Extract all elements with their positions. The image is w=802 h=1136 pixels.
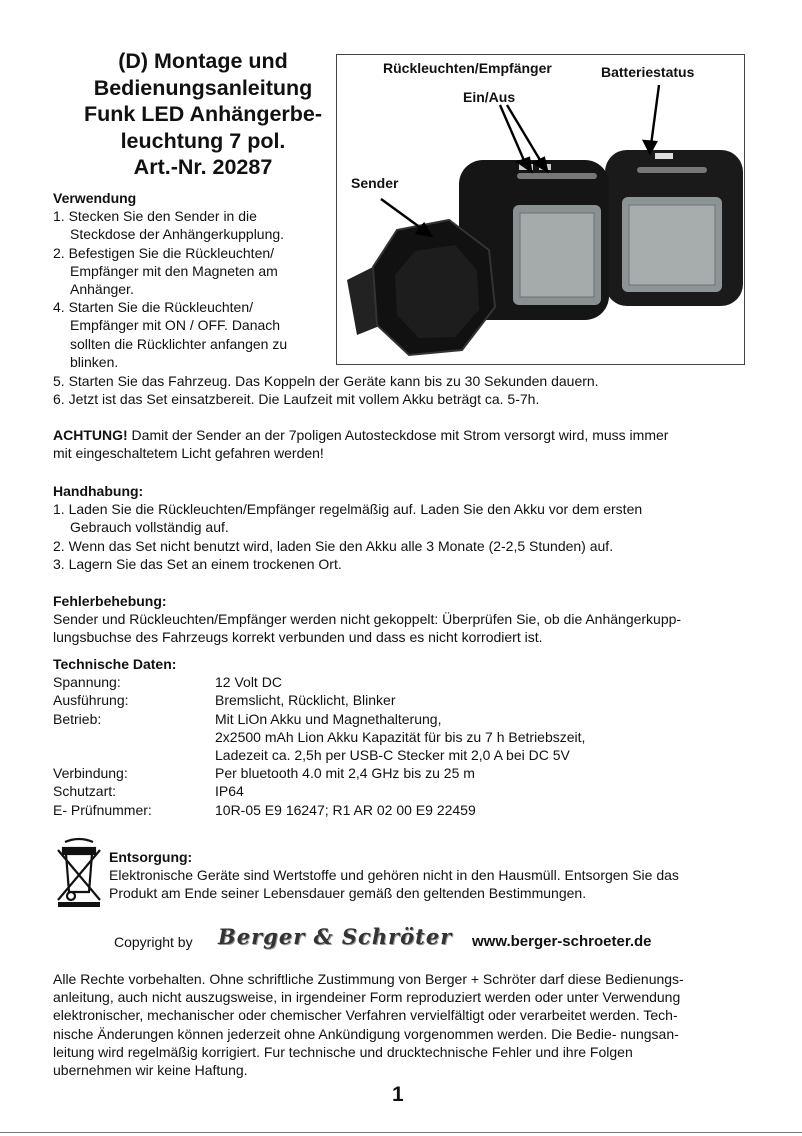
achtung-text: Damit der Sender an der 7poligen Autosteckdose mit Strom versorgt wird, muss immer — [127, 427, 669, 443]
entsorgung-heading: Entsorgung: — [109, 849, 193, 865]
fehler-text: lungsbuchse des Fahrzeugs korrekt verbunden und dass es nicht korrodiert ist. — [53, 629, 543, 646]
achtung-label: ACHTUNG! — [53, 427, 128, 443]
product-figure — [336, 54, 745, 365]
rechte-line: leitung wird regelmäßig korrigiert. Fur technische und drucktechnische Fehler und ihre Folgen — [53, 1043, 633, 1060]
table-row: Ausführung: Bremslicht, Rücklicht, Blinker — [53, 692, 396, 709]
brand-logo: Berger & Schröter — [218, 924, 453, 949]
list-item: 2. Wenn das Set nicht benutzt wird, laden Sie den Akku alle 3 Monate (2-2,5 Stunden) auf. — [53, 537, 614, 554]
entsorgung-text: Produkt am Ende seiner Lebensdauer gemäß den geltenden Bestimmungen. — [109, 885, 587, 902]
bottom-rule — [0, 1132, 802, 1133]
document-title — [53, 48, 353, 181]
sender-plug — [347, 220, 495, 355]
achtung-text: mit eingeschaltetem Licht gefahren werden! — [53, 445, 324, 462]
table-row: E- Prüfnummer: 10R-05 E9 16247; R1 AR 02 00 E9 22459 — [53, 801, 476, 818]
section-fehlerbehebung — [53, 592, 773, 647]
table-row: Schutzart: IP64 — [53, 783, 244, 800]
section-technische-daten — [53, 655, 773, 819]
verwendung-continued — [53, 372, 773, 408]
label-rueckleuchten: Rückleuchten/Empfänger — [383, 60, 552, 76]
product-photo — [337, 55, 745, 365]
label-sender: Sender — [351, 175, 399, 191]
website-link[interactable]: www.berger-schroeter.de — [472, 933, 652, 950]
section-entsorgung — [109, 848, 769, 903]
rechte-line: Alle Rechte vorbehalten. Ohne schriftliche Zustimmung von Berger + Schröter darf diese Bedienungs- — [53, 971, 684, 987]
label-ein-aus: Ein/Aus — [463, 89, 516, 105]
section-verwendung — [53, 189, 343, 371]
list-item: 4. Starten Sie die Rückleuchten/ Empfänger mit ON / OFF. Danach sollten die Rücklichter anfangen zu blinken. — [53, 299, 288, 370]
copyright-label: Copyright by — [114, 934, 193, 950]
list-item: 6. Jetzt ist das Set einsatzbereit. Die Laufzeit mit vollem Akku beträgt ca. 5-7h. — [53, 391, 540, 408]
section-rechte — [53, 970, 783, 1079]
list-item: 3. Lagern Sie das Set an einem trockenen Ort. — [53, 555, 342, 572]
section-handhabung — [53, 482, 773, 573]
entsorgung-text: Elektronische Geräte sind Wertstoffe und gehören nicht in den Hausmüll. Entsorgen Sie das — [109, 867, 679, 884]
list-item: 1. Stecken Sie den Sender in die Steckdose der Anhängerkupplung. — [53, 208, 285, 243]
fehler-heading: Fehlerbehebung: — [53, 593, 167, 609]
title-line: Funk LED Anhängerbe- — [83, 102, 323, 126]
handhabung-heading: Handhabung: — [53, 483, 144, 499]
list-item: 5. Starten Sie das Fahrzeug. Das Koppeln der Geräte kann bis zu 30 Sekunden dauern. — [53, 373, 599, 389]
section-achtung — [53, 426, 773, 462]
rechte-line: elektronischer, mechanischer oder chemischer Verfahren vervielfältigt oder verarbeitet werden. Tech- — [53, 1007, 678, 1024]
table-row: Betrieb: Mit LiOn Akku und Magnethalterung, 2x2500 mAh Lion Akku Kapazität für bis zu 7 h Betriebszeit, Ladezeit ca. 2,5h per USB-C Stecker mit 2,0 A bei DC 5V — [53, 710, 586, 764]
table-row: Spannung: 12 Volt DC — [53, 674, 282, 691]
title-line: Bedienungsanleitung — [93, 75, 313, 100]
rechte-line: anleitung, auch nicht auszugsweise, in irgendeiner Form reproduziert werden oder unter Verwendung — [53, 989, 681, 1006]
weee-bin-icon — [55, 836, 103, 908]
verwendung-heading: Verwendung — [53, 190, 137, 206]
page-number: 1 — [392, 1083, 404, 1106]
title-line: leuchtung 7 pol. — [120, 128, 286, 153]
list-item-continuation: Gebrauch vollständig auf. — [70, 519, 229, 536]
technik-table — [53, 673, 585, 819]
technik-heading: Technische Daten: — [53, 656, 177, 672]
list-item: 1. Laden Sie die Rückleuchten/Empfänger regelmäßig auf. Laden Sie den Akku vor dem ersten — [53, 501, 643, 518]
label-batteriestatus: Batteriestatus — [601, 64, 695, 80]
title-line: Art.-Nr. 20287 — [133, 155, 273, 179]
rechte-line: ubernehmen wir keine Haftung. — [53, 1062, 248, 1079]
rechte-line: nische Änderungen können jederzeit ohne Ankündigung vorgenommen werden. Die Bedie- nungsan- — [53, 1025, 679, 1042]
taillight-right — [605, 150, 743, 306]
title-line: (D) Montage und — [118, 49, 288, 73]
list-item: 2. Befestigen Sie die Rückleuchten/ Empfänger mit den Magneten am Anhänger. — [53, 244, 278, 298]
fehler-text: Sender und Rückleuchten/Empfänger werden nicht gekoppelt: Überprüfen Sie, ob die Anhängerkupp- — [53, 611, 682, 628]
table-row: Verbindung: Per bluetooth 4.0 mit 2,4 GHz bis zu 25 m — [53, 765, 475, 782]
